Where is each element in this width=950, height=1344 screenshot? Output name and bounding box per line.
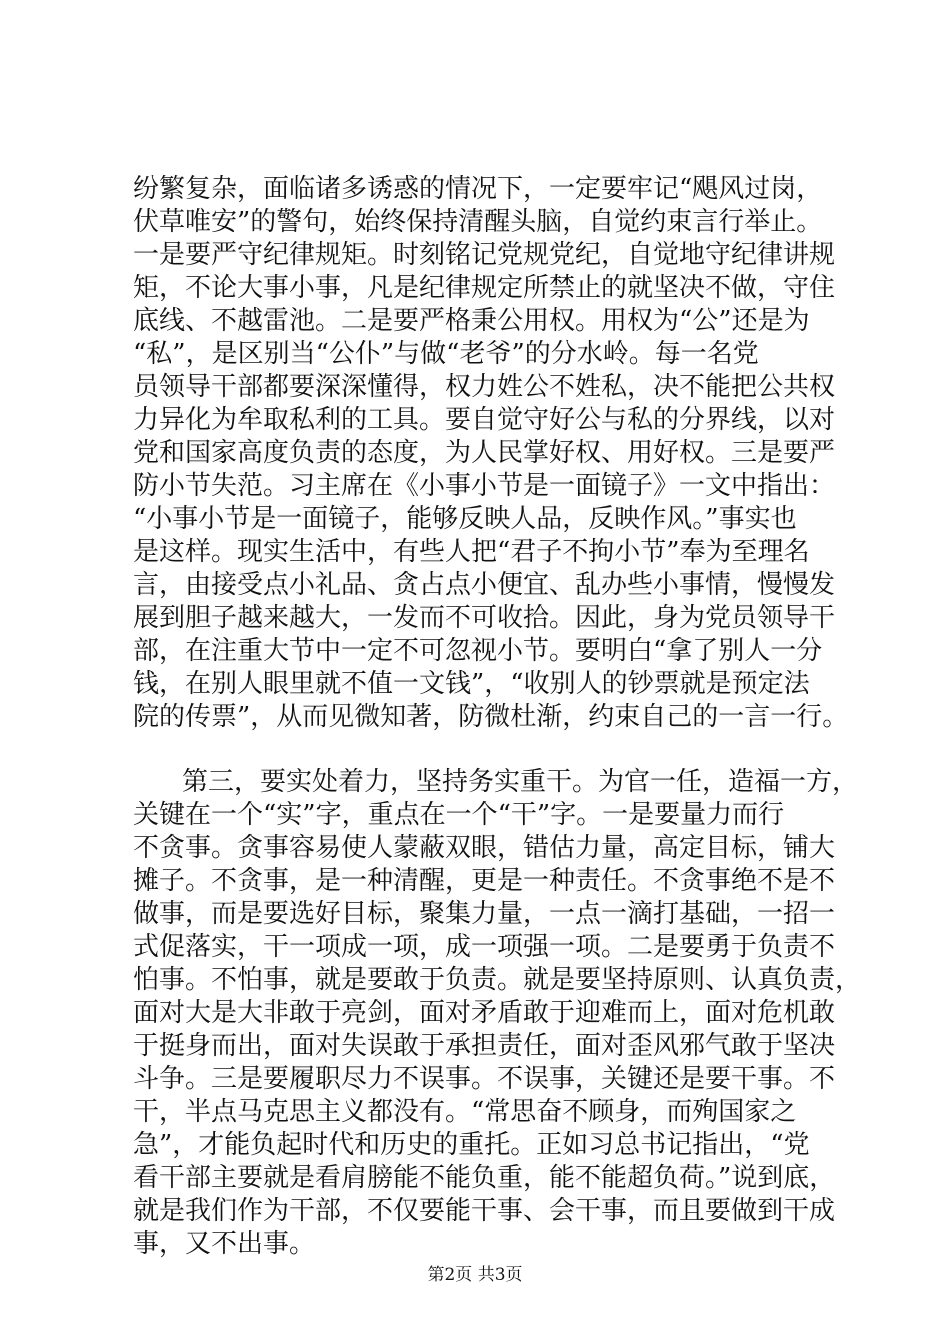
text-line: 员领导干部都要深深懂得，权力姓公不姓私，决不能把公共权 bbox=[133, 372, 836, 402]
text-line: 斗争。三是要履职尽力不误事。不误事，关键还是要干事。不 bbox=[133, 1064, 836, 1094]
text-line: 一是要严守纪律规矩。时刻铭记党规党纪，自觉地守纪律讲规 bbox=[133, 240, 836, 270]
text-line: 摊子。不贪事，是一种清醒，更是一种责任。不贪事绝不是不 bbox=[133, 866, 836, 896]
text-line: 事，又不出事。 bbox=[133, 1229, 316, 1259]
text-line: 面对大是大非敢于亮剑，面对矛盾敢于迎难而上，面对危机敢 bbox=[133, 998, 836, 1028]
paragraph-gap bbox=[133, 734, 853, 766]
paragraph-1 bbox=[133, 173, 853, 734]
text-line: 钱，在别人眼里就不值一文钱”，“收别人的钞票就是预定法 bbox=[133, 669, 810, 699]
text-line: 看干部主要就是看肩膀能不能负重，能不能超负荷。”说到底， bbox=[133, 1163, 836, 1193]
text-line: 纷繁复杂，面临诸多诱惑的情况下，一定要牢记“飓风过岗， bbox=[133, 174, 823, 204]
page-footer: 第2页 共3页 bbox=[427, 1265, 523, 1285]
text-line: 第三，要实处着力，坚持务实重干。为官一任，造福一方， bbox=[182, 767, 859, 797]
text-line: 是这样。现实生活中，有些人把“君子不拘小节”奉为至理名 bbox=[133, 537, 810, 567]
text-line: 党和国家高度负责的态度，为人民掌好权、用好权。三是要严 bbox=[133, 438, 836, 468]
text-line: 关键在一个“实”字，重点在一个“干”字。一是要量力而行 bbox=[133, 800, 785, 830]
document-body bbox=[133, 173, 862, 1261]
text-line: 部，在注重大节中一定不可忽视小节。要明白“拿了别人一分 bbox=[133, 636, 823, 666]
text-line: 做事，而是要选好目标，聚集力量，一点一滴打基础，一招一 bbox=[133, 899, 836, 929]
text-line: 于挺身而出，面对失误敢于承担责任，面对歪风邪气敢于坚决 bbox=[133, 1031, 836, 1061]
text-line: 急”，才能负起时代和历史的重托。正如习总书记指出，“党 bbox=[133, 1130, 810, 1160]
text-line: 不贪事。贪事容易使人蒙蔽双眼，错估力量，高定目标，铺大 bbox=[133, 833, 836, 863]
text-line: 防小节失范。习主席在《小事小节是一面镜子》一文中指出： bbox=[133, 471, 836, 501]
text-line: 怕事。不怕事，就是要敢于负责。就是要坚持原则、认真负责， bbox=[133, 965, 862, 995]
text-line: 矩，不论大事小事，凡是纪律规定所禁止的就坚决不做，守住 bbox=[133, 273, 836, 303]
paragraph-2 bbox=[133, 766, 862, 1261]
text-line: “小事小节是一面镜子，能够反映人品，反映作风。”事实也 bbox=[133, 504, 797, 534]
text-line: “私”，是区别当“公仆”与做“老爷”的分水岭。每一名党 bbox=[133, 339, 759, 369]
text-line: 就是我们作为干部，不仅要能干事、会干事，而且要做到干成 bbox=[133, 1196, 836, 1226]
text-line: 言，由接受点小礼品、贪占点小便宜、乱办些小事情，慢慢发 bbox=[133, 570, 836, 600]
text-line: 底线、不越雷池。二是要严格秉公用权。用权为“公”还是为 bbox=[133, 306, 810, 336]
text-line: 展到胆子越来越大，一发而不可收拾。因此，身为党员领导干 bbox=[133, 603, 836, 633]
text-line: 伏草唯安”的警句，始终保持清醒头脑，自觉约束言行举止。 bbox=[133, 207, 823, 237]
text-line: 干，半点马克思主义都没有。“常思奋不顾身，而殉国家之 bbox=[133, 1097, 797, 1127]
text-line: 式促落实，干一项成一项，成一项强一项。二是要勇于负责不 bbox=[133, 932, 836, 962]
text-line: 力异化为牟取私利的工具。要自觉守好公与私的分界线，以对 bbox=[133, 405, 836, 435]
text-line: 院的传票”，从而见微知著，防微杜渐，约束自己的一言一行。 bbox=[133, 702, 849, 732]
